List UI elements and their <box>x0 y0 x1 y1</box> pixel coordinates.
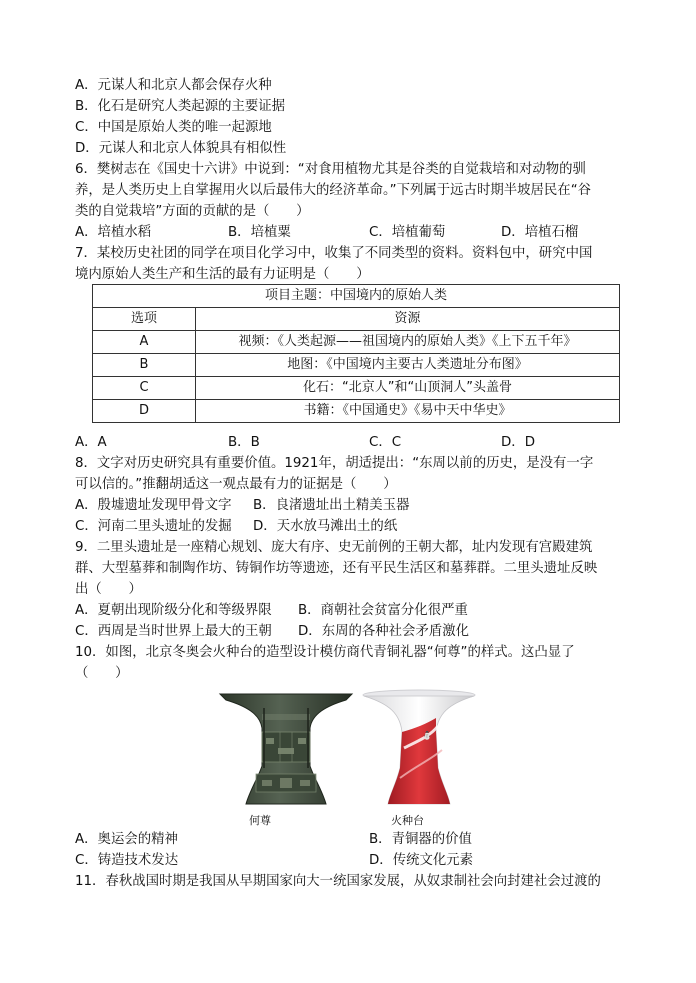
table-title: 项目主题：中国境内的原始人类 <box>93 285 620 308</box>
q7-option-d: D．D <box>501 435 536 450</box>
q8-option-d: D．天水放马滩出土的纸 <box>253 519 398 534</box>
q5-option-b: B．化石是研究人类起源的主要证据 <box>75 99 286 114</box>
q10-option-b: B．青铜器的价值 <box>369 832 472 847</box>
q7-stem-line: 境内原始人类生产和生活的最有力证明是（ ） <box>75 267 370 282</box>
table-title-row <box>93 285 620 308</box>
q5-option-d: D．元谋人和北京人体貌具有相似性 <box>75 141 287 156</box>
table-cell: 化石：“北京人”和“山顶洞人”头盖骨 <box>196 377 620 400</box>
table-cell: B <box>93 354 196 377</box>
table-cell: 视频：《人类起源——祖国境内的原始人类》《上下五千年》 <box>196 331 620 354</box>
he-zun-caption: 何尊 <box>249 814 271 827</box>
q8-stem-line: 8．文字对历史研究具有重要价值。1921年，胡适提出：“东周以前的历史，是没有一字 <box>75 456 594 471</box>
q10-stem-line: 10．如图，北京冬奥会火种台的造型设计模仿商代青铜礼器“何尊”的样式。这凸显了 <box>75 645 575 660</box>
q7-option-c: C．C <box>369 435 402 450</box>
q6-stem-line: 6．樊树志在《国史十六讲》中说到：“对食用植物尤其是谷类的自觉栽培和对动物的驯 <box>75 162 586 177</box>
q6-option-b: B．培植粟 <box>228 225 291 240</box>
q11-stem-line: 11．春秋战国时期是我国从早期国家向大一统国家发展，从奴隶制社会向封建社会过渡的 <box>75 874 601 889</box>
table-cell: A <box>93 331 196 354</box>
table-cell: 书籍：《中国通史》《易中天中华史》 <box>196 400 620 423</box>
svg-text:⛄: ⛄ <box>422 731 432 740</box>
torch-stand-caption: 火种台 <box>391 814 424 827</box>
q6-stem-line: 类的自觉栽培”方面的贡献的是（ ） <box>75 204 310 219</box>
q9-option-d: D．东周的各种社会矛盾激化 <box>298 624 469 639</box>
he-zun-bronze-image <box>218 688 354 806</box>
q10-stem-line: （ ） <box>75 666 129 681</box>
q9-option-a: A．夏朝出现阶级分化和等级界限 <box>75 603 272 618</box>
table-row <box>93 400 620 423</box>
table-row <box>93 331 620 354</box>
resource-table <box>92 284 620 423</box>
column-header: 资源 <box>196 308 620 331</box>
q10-option-c: C．铸造技术发达 <box>75 853 179 868</box>
q9-stem-line: 出（ ） <box>75 582 142 597</box>
q6-option-c: C．培植葡萄 <box>369 225 446 240</box>
table-row <box>93 377 620 400</box>
q6-option-d: D．培植石榴 <box>501 225 579 240</box>
q9-stem-line: 9．二里头遗址是一座精心规划、庞大有序、史无前例的王朝大都，址内发现有宫殿建筑 <box>75 540 593 555</box>
q9-stem-line: 群、大型墓葬和制陶作坊、铸铜作坊等遗迹，还有平民生活区和墓葬群。二里头遗址反映 <box>75 561 598 576</box>
q8-option-b: B．良渚遗址出土精美玉器 <box>253 498 410 513</box>
table-cell: D <box>93 400 196 423</box>
q6-option-a: A．培植水稻 <box>75 225 152 240</box>
q10-option-a: A．奥运会的精神 <box>75 832 178 847</box>
table-header-row <box>93 308 620 331</box>
column-header: 选项 <box>93 308 196 331</box>
q10-option-d: D．传统文化元素 <box>369 853 474 868</box>
q7-stem-line: 7．某校历史社团的同学在项目化学习中，收集了不同类型的资料。资料包中，研究中国 <box>75 246 593 261</box>
table-cell: 地图：《中国境内主要古人类遗址分布图》 <box>196 354 620 377</box>
q5-option-c: C．中国是原始人类的唯一起源地 <box>75 120 272 135</box>
q8-option-a: A．殷墟遗址发现甲骨文字 <box>75 498 232 513</box>
q6-stem-line: 养，是人类历史上自掌握用火以后最伟大的经济革命。”下列属于远古时期半坡居民在“谷 <box>75 183 592 198</box>
q9-option-b: B．商朝社会贫富分化很严重 <box>298 603 468 618</box>
table-cell: C <box>93 377 196 400</box>
q9-option-c: C．西周是当时世界上最大的王朝 <box>75 624 272 639</box>
q7-option-b: B．B <box>228 435 260 450</box>
torch-stand-image <box>360 688 478 806</box>
q5-option-a: A．元谋人和北京人都会保存火种 <box>75 78 272 93</box>
q8-stem-line: 可以信的。”推翻胡适这一观点最有力的证据是（ ） <box>75 477 397 492</box>
q7-option-a: A．A <box>75 435 107 450</box>
q8-option-c: C．河南二里头遗址的发掘 <box>75 519 232 534</box>
table-row <box>93 354 620 377</box>
